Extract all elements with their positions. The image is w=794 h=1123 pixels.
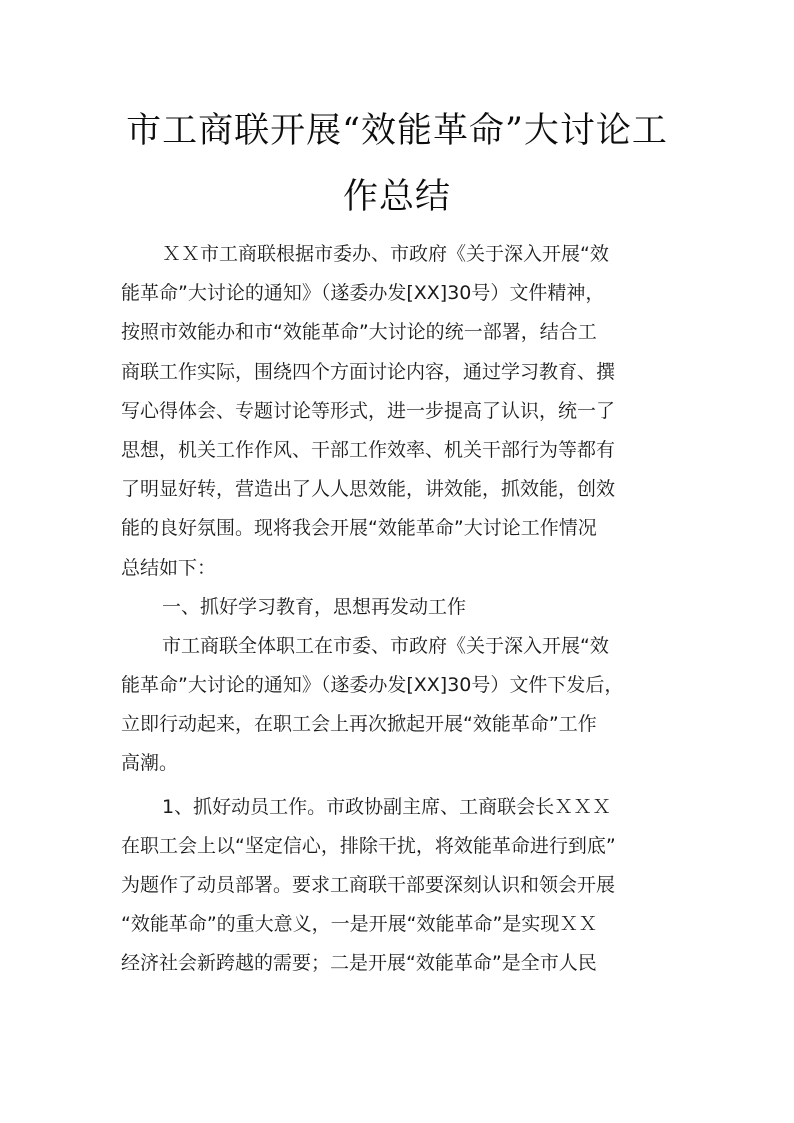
- text-line: ＸＸ市工商联根据市委办、市政府《关于深入开展“效: [162, 243, 609, 265]
- text-line: 能革命”大讨论的通知》（遂委办发[XX]30号）文件下发后，: [121, 674, 624, 697]
- text-line: 立即行动起来，在职工会上再次掀起开展“效能革命”工作: [121, 713, 597, 736]
- text-line: 市工商联全体职工在市委、市政府《关于深入开展“效: [162, 634, 609, 657]
- text-line: 能的良好氛围。现将我会开展“效能革命”大讨论工作情况: [121, 517, 597, 540]
- paragraph-section-1: [121, 627, 683, 784]
- title-line: 市工商联开展“效能革命”大讨论工: [126, 111, 668, 151]
- text-line: 在职工会上以“坚定信心，排除干扰，将效能革命进行到底”: [121, 834, 616, 857]
- paragraph-item-1: [121, 788, 683, 984]
- text-line: 总结如下：: [121, 556, 217, 579]
- paragraph-intro: [121, 235, 683, 588]
- text-line: 思想，机关工作作风、干部工作效率、机关干部行为等都有: [121, 438, 616, 461]
- text-line: 经济社会新跨越的需要；二是开展“效能革命”是全市人民: [121, 952, 597, 975]
- text-line: 商联工作实际，围绕四个方面讨论内容，通过学习教育、撰: [121, 360, 616, 383]
- text-line: 1、抓好动员工作。市政协副主席、工商联会长ＸＸＸ: [162, 795, 612, 818]
- text-line: 写心得体会、专题讨论等形式，进一步提高了认识，统一了: [121, 399, 616, 422]
- text-line: 为题作了动员部署。要求工商联干部要深刻认识和领会开展: [121, 874, 616, 896]
- text-line: 高潮。: [121, 752, 179, 775]
- text-line: 了明显好转，营造出了人人思效能，讲效能，抓效能，创效: [121, 478, 616, 501]
- section-heading-text: 一、抓好学习教育，思想再发动工作: [162, 595, 467, 618]
- text-line: 按照市效能办和市“效能革命”大讨论的统一部署，结合工: [121, 321, 597, 344]
- title-line: 作总结: [342, 177, 451, 217]
- text-line: “效能革命”的重大意义，一是开展“效能革命”是实现ＸＸ: [121, 913, 598, 936]
- section-heading-1: [121, 588, 683, 627]
- document-title: [100, 98, 694, 230]
- text-line: 能革命”大讨论的通知》（遂委办发[XX]30号）文件精神，: [121, 282, 605, 305]
- document-body: [121, 235, 683, 984]
